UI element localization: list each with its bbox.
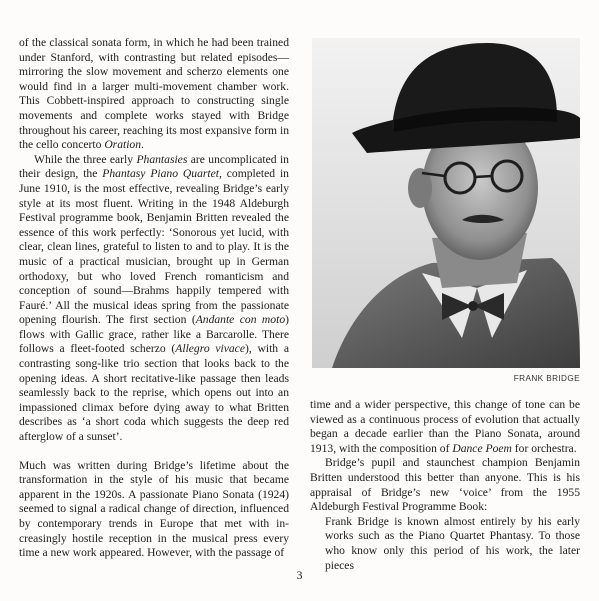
paragraph: of the classical sonata form, in which he had been trained under Stanford, with contrasting but related episodes—mirroring the slow movement and scherzo elements one would find in a larger multi-movement chamber work. This Cobbett-inspired approach to constructing single movements and complete works stayed with Bridge throughout his career, reaching its most expansive form in the cello concerto Oration. [19, 36, 289, 152]
photo-caption: FRANK BRIDGE [513, 374, 580, 383]
italic-text: Dance Poem [452, 441, 512, 455]
block-quote: Frank Bridge is known almost entirely by his early works such as the Piano Quartet Phantasy. To those who know only this period of his work, the later pieces [325, 514, 580, 572]
italic-text: Andante con moto [195, 313, 286, 327]
page-number: 3 [296, 568, 303, 582]
portrait-image [312, 38, 580, 368]
italic-text: Phantasies [136, 152, 188, 166]
paragraph: While the three early Phantasies are uncomplicated in their design, the Phantasy Piano Quartet, completed in June 1910, is the most effective, revealing Bridge’s early style at its most fluent. Writing in the 1948 Aldeburgh Festival programme book, Benjamin Britten revealed the essence of this work perfectly: ‘Sonorous yet lucid, with clear, clean lines, grateful to listen to and to play. It is the music of a practical musician, brought up in German orthodoxy, but who loved French romanticism and conception of sound—Brahms happily tempered with Fauré.’ All the musical ideas spring from the passionate opening flourish. The first section (Andante con moto) flows with Gallic grace, rather like a Barcarolle. There follows a fleet-footed scherzo (Allegro vivace), with a contrasting song-like trio section that looks back to the opening ideas. A short recitative-like passage then leads seamlessly back to the reprise, which opens out into an impassioned climax before dying away to what Britten describes as ‘a short coda which suggests the deep red afterglow of a sunset’. [19, 152, 289, 444]
paragraph: Bridge’s pupil and staunchest champion Benjamin Britten understood this better than anyone. This is his appraisal of Bridge’s new ‘voice’ from the 1955 Aldeburgh Festival Programme Book: [310, 456, 580, 514]
paragraph: Much was written during Bridge’s lifetime about the transformation in the style of his music that became apparent in the 1920s. A passionate Piano Sonata (1924) seemed to signal a radical change of direction, influenced by contemporary trends in Europe that met with increasingly hostile reception in the musical press every time a new work appeared. However, with the passage of [19, 458, 289, 560]
italic-text: Allegro vivace [175, 342, 245, 356]
left-text-column [19, 36, 289, 561]
portrait-photo [312, 38, 580, 368]
right-text-column [310, 398, 580, 573]
italic-text: Oration [104, 138, 142, 152]
paragraph: time and a wider perspective, this change of tone can be viewed as a continuous process of evolution that actually began a decade earlier than the Piano Sonata, around 1913, with the composition of Dance Poem for orchestra. [310, 398, 580, 455]
italic-text: Phantasy Piano Quartet [102, 167, 219, 181]
